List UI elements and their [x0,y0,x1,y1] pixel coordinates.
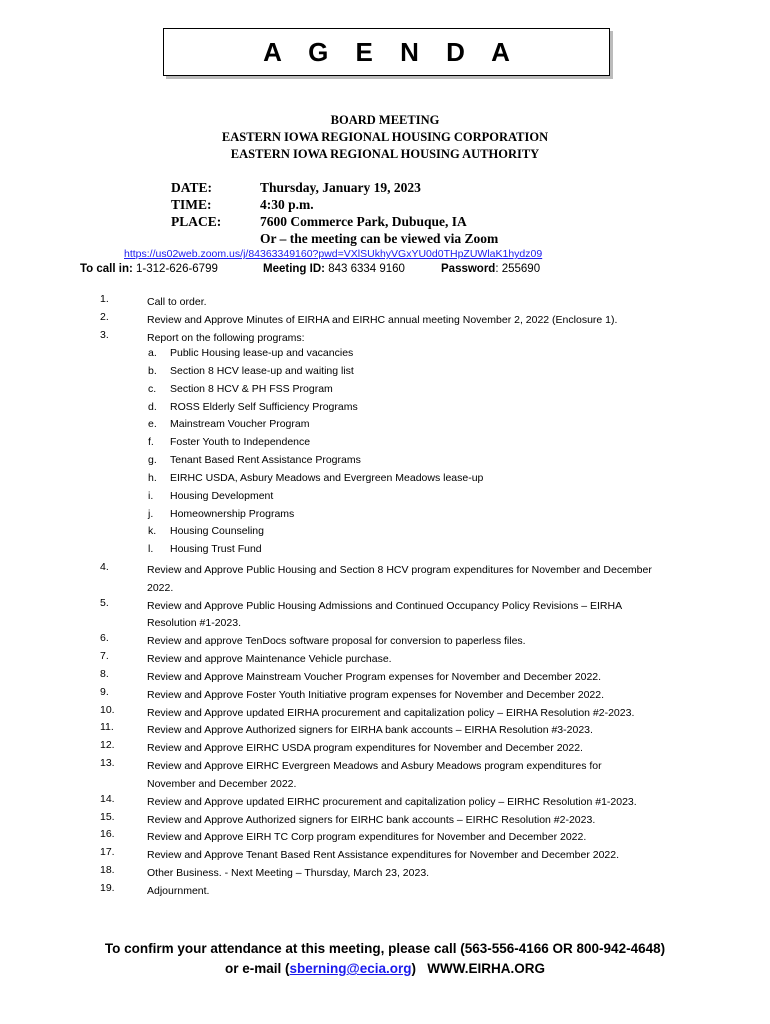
item-text: Review and Approve Authorized signers for EIRHC bank accounts – EIRHC Resolution #2-2023. [147,814,596,826]
item-text: Review and Approve EIRHC USDA program expenditures for November and December 2022. [147,742,583,754]
item-text: Review and approve TenDocs software proposal for conversion to paperless files. [147,635,526,647]
heading-authority: EASTERN IOWA REGIONAL HOUSING AUTHORITY [230,147,540,161]
item-text: Review and Approve Tenant Based Rent Assistance expenditures for November and December 2022. [147,849,620,861]
item-number: 12. [100,739,115,751]
zoom-note: Or – the meeting can be viewed via Zoom [260,231,499,246]
item-text-continued: November and December 2022. [147,778,297,790]
item-number: 16. [100,828,115,840]
item-number: 7. [100,650,109,662]
time-value: 4:30 p.m. [260,197,314,212]
subitem-text: Housing Development [170,490,274,502]
subitem-letter: e. [148,418,157,430]
agenda-title-box [163,28,610,76]
item-number: 18. [100,864,115,876]
item-text-continued: 2022. [147,582,174,594]
subitem-letter: d. [148,401,157,413]
date-value: Thursday, January 19, 2023 [260,180,421,195]
call-in-label: To call in: [80,263,133,275]
subitem-text: Section 8 HCV lease-up and waiting list [170,365,354,377]
subitem-letter: j. [148,508,154,520]
item-number: 11. [100,721,114,733]
item-number: 13. [100,757,115,769]
subitem-text: Housing Counseling [170,525,264,537]
subitem-text: EIRHC USDA, Asbury Meadows and Evergreen Meadows lease-up [170,472,484,484]
item-number: 8. [100,668,109,680]
subitem-letter: a. [148,347,157,359]
item-text: Review and Approve Authorized signers for EIRHA bank accounts – EIRHA Resolution #3-2023. [147,724,593,736]
subitem-letter: c. [148,383,157,395]
item-number: 19. [100,882,115,894]
item-number: 17. [100,846,115,858]
subitem-text: Foster Youth to Independence [170,436,311,448]
place-value: 7600 Commerce Park, Dubuque, IA [260,214,467,229]
date-label: DATE: [171,180,213,195]
subitem-text: Mainstream Voucher Program [170,418,310,430]
footer-email-prefix: or e-mail ( [225,961,290,976]
meeting-id-row [263,263,405,275]
item-number: 2. [100,311,109,323]
password-label: Password [441,263,496,275]
item-text: Adjournment. [147,885,210,897]
subitem-letter: i. [148,490,154,502]
subitem-text: Homeownership Programs [170,508,295,520]
subitem-text: ROSS Elderly Self Sufficiency Programs [170,401,358,413]
item-text: Review and Approve EIRH TC Corp program expenditures for November and December 2022. [147,831,587,843]
subitem-text: Housing Trust Fund [170,543,262,555]
meeting-id-value: 843 6334 9160 [328,263,405,275]
item-number: 4. [100,561,109,573]
item-text: Review and Approve Public Housing Admissions and Continued Occupancy Policy Revisions – EIRHA [147,600,623,612]
subitem-letter: g. [148,454,157,466]
subitem-letter: f. [148,436,154,448]
item-text: Review and Approve Foster Youth Initiative program expenses for November and December 2022. [147,689,605,701]
item-number: 10. [100,704,115,716]
item-number: 15. [100,811,115,823]
subitem-letter: h. [148,472,157,484]
footer-attendance-line: To confirm your attendance at this meeting, please call (563-556-4166 OR 800-942-4648) [104,941,666,956]
password-row [441,263,540,275]
item-text: Report on the following programs: [147,332,305,344]
item-text: Review and Approve updated EIRHA procurement and capitalization policy – EIRHA Resolution #2-2023. [147,707,635,719]
item-number: 5. [100,597,109,609]
footer-website: ) WWW.EIRHA.ORG [411,961,545,976]
subitem-letter: k. [148,525,157,537]
footer-contact-line [0,961,770,976]
item-number: 1. [100,293,109,305]
subitem-letter: l. [148,543,154,555]
page-title: A G E N D A [263,36,520,67]
subitem-text: Tenant Based Rent Assistance Programs [170,454,361,466]
subitem-letter: b. [148,365,157,377]
subitem-text: Section 8 HCV & PH FSS Program [170,383,333,395]
call-in-number: 1-312-626-6799 [136,263,218,275]
email-link[interactable]: sberning@ecia.org [289,961,412,976]
item-text-continued: Resolution #1-2023. [147,617,241,629]
subitem-text: Public Housing lease-up and vacancies [170,347,354,359]
meeting-id-label: Meeting ID: [263,263,325,275]
place-label: PLACE: [171,214,222,229]
time-label: TIME: [171,197,212,212]
item-text: Review and Approve Mainstream Voucher Program expenses for November and December 2022. [147,671,602,683]
zoom-link[interactable]: https://us02web.zoom.us/j/84363349160?pwd=VXlSUkhyVGxYU0d0THpZUWlaK1hydz09 [124,248,543,260]
item-number: 14. [100,793,115,805]
password-value: : 255690 [495,263,541,275]
call-in-row [80,263,218,275]
heading-board-meeting: BOARD MEETING [330,113,440,127]
item-text: Review and Approve Public Housing and Section 8 HCV program expenditures for November and December [147,564,652,576]
item-number: 9. [100,686,109,698]
item-text: Review and Approve Minutes of EIRHA and EIRHC annual meeting November 2, 2022 (Enclosure 1). [147,314,618,326]
heading-corporation: EASTERN IOWA REGIONAL HOUSING CORPORATION [221,130,549,144]
item-number: 6. [100,632,109,644]
item-text: Review and approve Maintenance Vehicle purchase. [147,653,392,665]
item-text: Review and Approve updated EIRHC procurement and capitalization policy – EIRHC Resolution #1-2023. [147,796,637,808]
item-number: 3. [100,329,109,341]
item-text: Review and Approve EIRHC Evergreen Meadows and Asbury Meadows program expenditures for [147,760,602,772]
item-text: Other Business. - Next Meeting – Thursday, March 23, 2023. [147,867,430,879]
item-text: Call to order. [147,296,207,308]
